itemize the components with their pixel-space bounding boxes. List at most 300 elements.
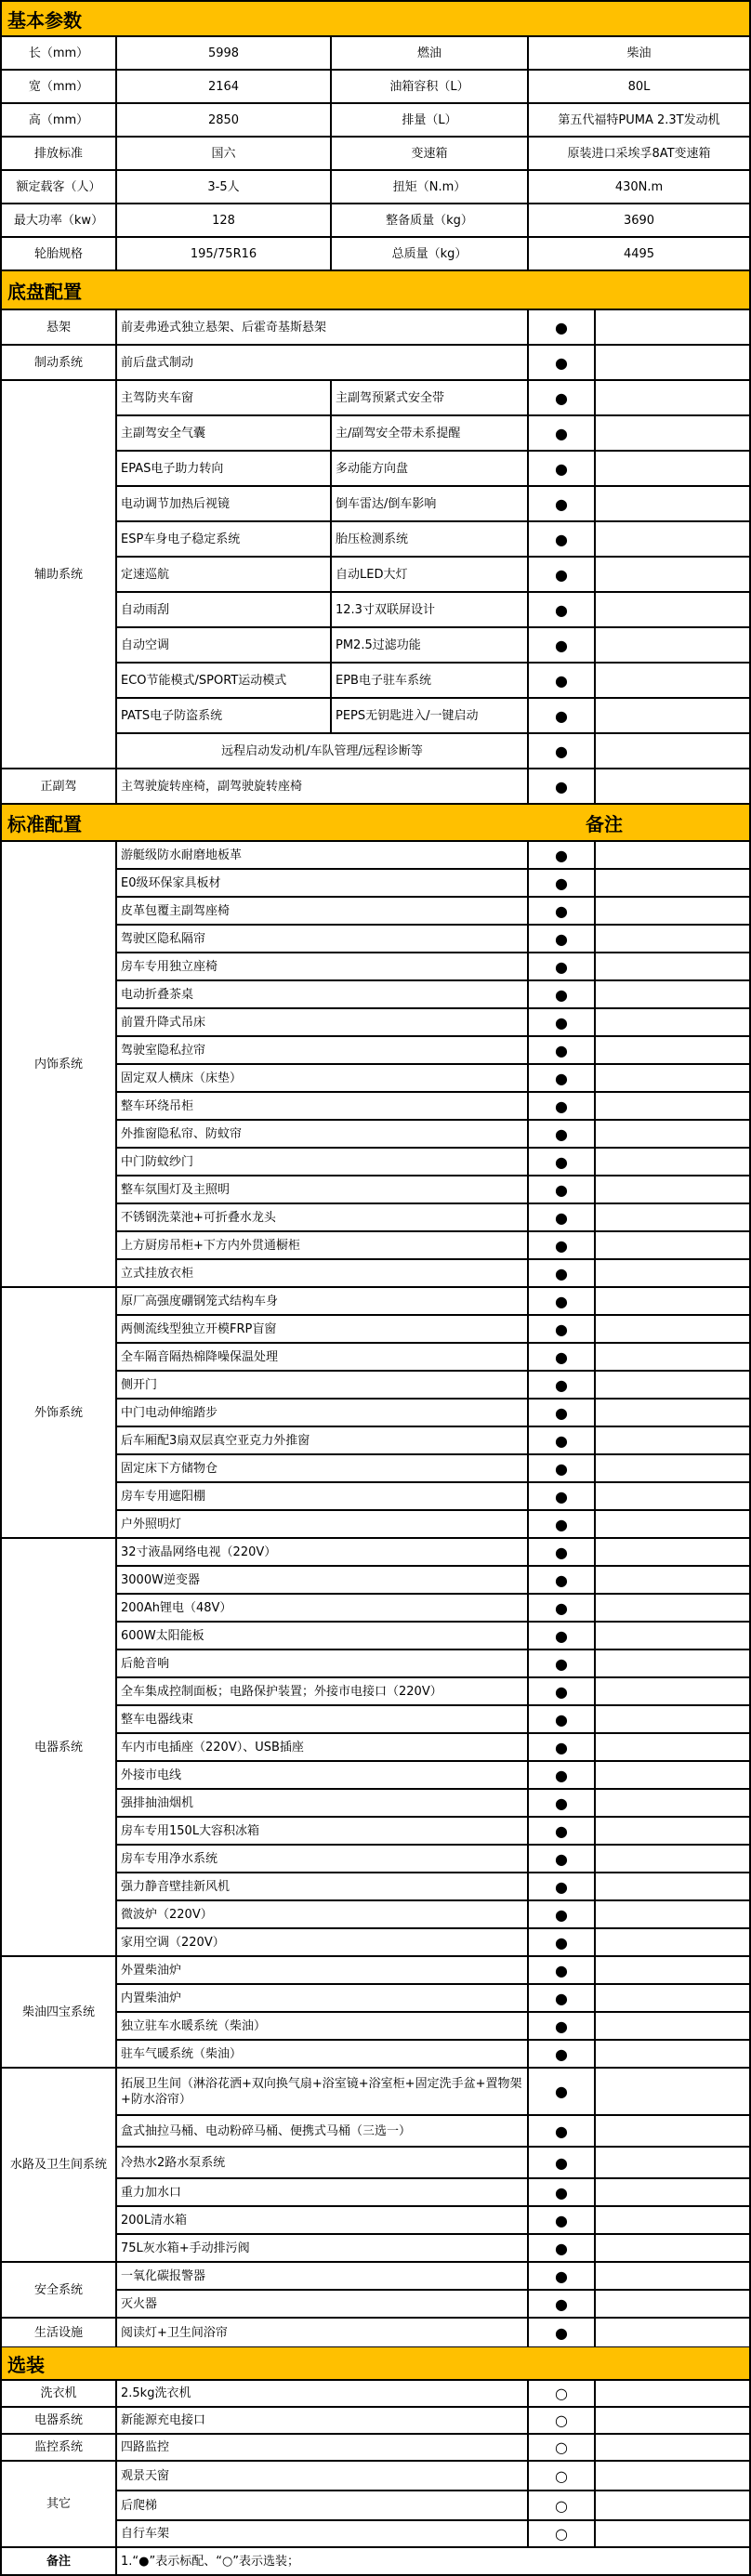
- standard-mark-text: ●: [555, 1013, 568, 1032]
- standard-mark-text: ●: [555, 671, 568, 690]
- standard-mark: [529, 898, 596, 926]
- feature-item-text: 整车环绕吊柜: [121, 1098, 194, 1113]
- feature-item-text: 灭火器: [121, 2296, 158, 2311]
- feature-item: [117, 1400, 529, 1427]
- standard-mark: [529, 1762, 596, 1790]
- feature-item-text: 自动LED大灯: [336, 567, 408, 582]
- standard-mark-text: ●: [555, 1654, 568, 1673]
- category-label-text: 电器系统: [33, 1740, 83, 1755]
- feature-item-text: 200Ah锂电（48V）: [121, 1600, 232, 1615]
- feature-item: [117, 2069, 529, 2116]
- feature-item-text: 四路监控: [121, 2440, 170, 2454]
- note-cell: [596, 769, 751, 805]
- param-label: [0, 204, 117, 238]
- optional-mark: [529, 2491, 596, 2521]
- feature-item-text: 原厂高强度硼钢笼式结构车身: [121, 1294, 279, 1308]
- category-label-text: 洗衣机: [40, 2386, 77, 2400]
- feature-item-text: 驾驶室隐私拉帘: [121, 1043, 206, 1058]
- feature-item-text: ESP车身电子稳定系统: [121, 532, 241, 546]
- standard-mark-text: ●: [555, 1069, 568, 1087]
- standard-mark: [529, 1818, 596, 1846]
- standard-mark-text: ●: [555, 2083, 568, 2100]
- feature-item-text: 外接市电线: [121, 1768, 182, 1782]
- standard-mark-text: ●: [555, 1320, 568, 1338]
- section-title: 选装: [7, 2353, 45, 2376]
- note-cell: [596, 1065, 751, 1093]
- standard-mark-text: ●: [555, 2211, 568, 2229]
- standard-mark-text: ●: [555, 1124, 568, 1143]
- feature-item: [332, 628, 529, 664]
- feature-item: [117, 522, 332, 558]
- feature-item-text: 倒车雷达/倒车影响: [336, 496, 437, 511]
- feature-item-text: 主副驾安全气囊: [121, 426, 206, 440]
- feature-item: [117, 1121, 529, 1149]
- standard-mark: [529, 1232, 596, 1260]
- note-cell: [596, 1901, 751, 1929]
- feature-item-text: 家用空调（220V）: [121, 1935, 225, 1950]
- note-cell: [596, 1427, 751, 1455]
- standard-mark-text: ●: [555, 2239, 568, 2257]
- note-cell: [596, 926, 751, 953]
- note-cell: [596, 522, 751, 558]
- standard-mark-text: ●: [555, 1571, 568, 1589]
- param-value: [117, 104, 332, 138]
- note-cell: [596, 1260, 751, 1288]
- category-label: [0, 2263, 117, 2319]
- feature-item: [332, 664, 529, 699]
- feature-item: [117, 2462, 529, 2491]
- feature-item: [332, 593, 529, 628]
- param-label-text: 轮胎规格: [33, 246, 83, 261]
- feature-item: [117, 1650, 529, 1678]
- note-cell: [596, 1957, 751, 1985]
- feature-item-text: 中门电动伸缩踏步: [121, 1405, 218, 1420]
- standard-mark: [529, 1427, 596, 1455]
- standard-mark-text: ●: [555, 1905, 568, 1924]
- feature-item-text: 定速巡航: [121, 567, 170, 582]
- feature-item: [117, 1511, 529, 1539]
- feature-item-text: EPB电子驻车系统: [336, 673, 431, 688]
- standard-mark-text: ●: [555, 1180, 568, 1199]
- feature-item: [117, 452, 332, 487]
- note-cell: [596, 1400, 751, 1427]
- note-cell: [596, 699, 751, 734]
- feature-item: [117, 487, 332, 522]
- feature-item: [117, 2381, 529, 2408]
- standard-mark: [529, 522, 596, 558]
- param-label-text: 高（mm）: [28, 112, 89, 127]
- feature-item: [117, 1901, 529, 1929]
- standard-mark-text: ●: [555, 459, 568, 478]
- standard-mark: [529, 1985, 596, 2013]
- standard-mark: [529, 1650, 596, 1678]
- note-cell: [596, 1232, 751, 1260]
- param-value: [117, 37, 332, 71]
- feature-item: [117, 381, 332, 416]
- note-cell: [596, 1149, 751, 1176]
- feature-item-text: 多动能方向盘: [336, 461, 409, 476]
- feature-item: [117, 593, 332, 628]
- category-label: [0, 346, 117, 381]
- standard-mark-text: ●: [555, 2153, 568, 2172]
- feature-item: [117, 2263, 529, 2291]
- standard-mark: [529, 1734, 596, 1762]
- standard-mark: [529, 452, 596, 487]
- feature-item-text: 电动折叠茶桌: [121, 987, 194, 1002]
- note-cell: [596, 1846, 751, 1873]
- standard-mark: [529, 628, 596, 664]
- optional-mark-text: ○: [555, 2466, 568, 2485]
- standard-mark-text: ●: [555, 388, 568, 407]
- standard-mark: [529, 1929, 596, 1957]
- feature-item: [117, 1232, 529, 1260]
- standard-mark: [529, 1344, 596, 1372]
- param-value-text: 柴油: [626, 46, 652, 60]
- note-cell: [596, 310, 751, 346]
- standard-mark-text: ●: [555, 777, 568, 795]
- param-value: [117, 204, 332, 238]
- feature-item-text: 皮革包覆主副驾座椅: [121, 903, 231, 918]
- standard-mark: [529, 2207, 596, 2235]
- optional-mark: [529, 2381, 596, 2408]
- feature-item-text: 自行车架: [121, 2527, 170, 2541]
- feature-item: [117, 2148, 529, 2179]
- category-label-text: 辅助系统: [33, 567, 83, 582]
- standard-mark-text: ●: [555, 1487, 568, 1505]
- standard-mark: [529, 487, 596, 522]
- standard-mark: [529, 1678, 596, 1706]
- param-value: [117, 138, 332, 171]
- feature-item: [117, 558, 332, 593]
- feature-item: [117, 870, 529, 898]
- standard-mark: [529, 926, 596, 953]
- standard-mark: [529, 2041, 596, 2069]
- note-cell: [596, 842, 751, 870]
- standard-mark-text: ●: [555, 1152, 568, 1171]
- feature-item: [117, 628, 332, 664]
- note-cell: [596, 2148, 751, 2179]
- standard-mark-text: ●: [555, 1041, 568, 1059]
- standard-mark-text: ●: [555, 2294, 568, 2313]
- standard-mark: [529, 381, 596, 416]
- optional-mark: [529, 2521, 596, 2548]
- feature-item-text: 固定双人横床（床垫）: [121, 1071, 243, 1085]
- feature-item: [117, 1065, 529, 1093]
- feature-item: [332, 699, 529, 734]
- feature-item-text: 前麦弗逊式独立悬架、后霍奇基斯悬架: [121, 320, 327, 335]
- feature-item-text: 全车集成控制面板；电路保护装置；外接市电接口（220V）: [121, 1684, 442, 1699]
- section-title: 底盘配置: [7, 280, 82, 303]
- standard-mark: [529, 1483, 596, 1511]
- note-cell: [596, 1929, 751, 1957]
- param-label: [332, 138, 529, 171]
- category-label: [0, 1957, 117, 2069]
- standard-mark: [529, 1121, 596, 1149]
- standard-mark: [529, 1595, 596, 1623]
- feature-item: [117, 1093, 529, 1121]
- category-label: [0, 2319, 117, 2348]
- feature-item-text: PM2.5过滤功能: [336, 637, 421, 652]
- feature-item-text: 重力加水口: [121, 2185, 182, 2200]
- feature-item-text: 盒式抽拉马桶、电动粉碎马桶、便携式马桶（三选一）: [121, 2123, 412, 2138]
- feature-item: [117, 1539, 529, 1567]
- standard-mark: [529, 1957, 596, 1985]
- standard-mark-text: ●: [555, 957, 568, 976]
- standard-mark: [529, 870, 596, 898]
- standard-mark: [529, 953, 596, 981]
- param-label-text: 宽（mm）: [28, 79, 89, 94]
- param-value: [529, 104, 751, 138]
- note-cell: [596, 1121, 751, 1149]
- standard-mark: [529, 2069, 596, 2116]
- standard-mark: [529, 593, 596, 628]
- feature-item: [332, 381, 529, 416]
- standard-mark-text: ●: [555, 1598, 568, 1617]
- param-label: [332, 204, 529, 238]
- param-label-text: 排量（L）: [402, 112, 457, 127]
- param-label-text: 整备质量（kg）: [386, 213, 473, 228]
- param-label: [0, 138, 117, 171]
- optional-mark-text: ○: [555, 2438, 568, 2456]
- feature-item: [117, 1344, 529, 1372]
- note-cell: [596, 1678, 751, 1706]
- note-cell: [596, 664, 751, 699]
- standard-mark-text: ●: [555, 1989, 568, 2007]
- category-label-text: 悬架: [46, 320, 71, 335]
- category-label: [0, 1288, 117, 1539]
- standard-mark-text: ●: [555, 1403, 568, 1422]
- feature-item: [117, 2291, 529, 2319]
- standard-mark: [529, 664, 596, 699]
- standard-mark-text: ●: [555, 1626, 568, 1645]
- note-column-header: 备注: [586, 812, 623, 835]
- param-label-text: 总质量（kg）: [391, 246, 468, 261]
- standard-mark: [529, 1539, 596, 1567]
- feature-item: [117, 1846, 529, 1873]
- standard-mark-text: ●: [555, 636, 568, 654]
- note-cell: [596, 2491, 751, 2521]
- standard-mark: [529, 1901, 596, 1929]
- category-label-text: 生活设施: [33, 2325, 83, 2340]
- note-cell: [596, 2381, 751, 2408]
- category-label: [0, 310, 117, 346]
- note-cell: [596, 1288, 751, 1316]
- feature-item-text: 房车专用独立座椅: [121, 959, 218, 974]
- note-cell: [596, 1595, 751, 1623]
- feature-item-text: 主/副驾安全带未系提醒: [336, 426, 461, 440]
- feature-item-text: 上方厨房吊柜+下方内外贯通橱柜: [121, 1238, 300, 1253]
- feature-item-text: 胎压检测系统: [336, 532, 409, 546]
- standard-mark-text: ●: [555, 318, 568, 336]
- feature-item-text: PEPS无钥匙进入/一键启动: [336, 708, 479, 723]
- standard-mark-text: ●: [555, 1794, 568, 1812]
- note-cell: [596, 2263, 751, 2291]
- feature-item-text: 后舱音响: [121, 1656, 170, 1671]
- standard-mark-text: ●: [555, 2267, 568, 2285]
- standard-mark-text: ●: [555, 2323, 568, 2342]
- param-label-text: 额定载客（人）: [16, 179, 101, 194]
- param-value: [529, 138, 751, 171]
- feature-item: [117, 2491, 529, 2521]
- standard-mark: [529, 734, 596, 769]
- standard-mark-text: ●: [555, 565, 568, 584]
- feature-item-text: 前置升降式吊床: [121, 1015, 206, 1030]
- feature-item: [117, 2116, 529, 2148]
- note-cell: [596, 2435, 751, 2462]
- feature-item-text: 驾驶区隐私隔帘: [121, 931, 206, 946]
- category-label-text: 正副驾: [40, 779, 77, 794]
- standard-mark: [529, 1037, 596, 1065]
- standard-mark: [529, 2235, 596, 2263]
- feature-item: [332, 487, 529, 522]
- standard-mark-text: ●: [555, 1515, 568, 1533]
- param-value-text: 2850: [207, 112, 240, 127]
- category-label: [0, 2381, 117, 2408]
- feature-item-text: 房车专用净水系统: [121, 1851, 218, 1866]
- param-label-text: 油箱容积（L）: [389, 79, 469, 94]
- section-header-basic: [0, 0, 751, 37]
- standard-mark-text: ●: [555, 1292, 568, 1310]
- param-value: [529, 37, 751, 71]
- standard-mark: [529, 1372, 596, 1400]
- standard-mark: [529, 1567, 596, 1595]
- optional-mark-text: ○: [555, 2496, 568, 2515]
- footer-label: [0, 2548, 117, 2576]
- standard-mark: [529, 1400, 596, 1427]
- note-cell: [596, 1818, 751, 1846]
- category-label-text: 外饰系统: [33, 1405, 83, 1420]
- note-cell: [596, 628, 751, 664]
- feature-item: [117, 1037, 529, 1065]
- standard-mark-text: ●: [555, 1877, 568, 1896]
- category-label-text: 监控系统: [33, 2440, 83, 2454]
- standard-mark-text: ●: [555, 2183, 568, 2201]
- note-cell: [596, 2179, 751, 2207]
- note-cell: [596, 381, 751, 416]
- footer-label-text: 备注: [46, 2554, 71, 2569]
- feature-item: [332, 558, 529, 593]
- feature-item-text: 冷热水2路水泵系统: [121, 2155, 226, 2170]
- note-cell: [596, 487, 751, 522]
- feature-item: [117, 1009, 529, 1037]
- standard-mark-text: ●: [555, 1431, 568, 1450]
- feature-item-text: 固定床下方储物仓: [121, 1461, 218, 1476]
- feature-item: [117, 1678, 529, 1706]
- feature-item: [117, 1762, 529, 1790]
- feature-item: [332, 522, 529, 558]
- feature-item-text: 200L清水箱: [121, 2213, 188, 2228]
- standard-mark-text: ●: [555, 742, 568, 760]
- category-label: [0, 2069, 117, 2263]
- note-cell: [596, 593, 751, 628]
- param-value: [529, 204, 751, 238]
- note-cell: [596, 346, 751, 381]
- category-label: [0, 2435, 117, 2462]
- feature-item-text: 3000W逆变器: [121, 1572, 200, 1587]
- param-label: [332, 71, 529, 104]
- feature-item-text: ECO节能模式/SPORT运动模式: [121, 673, 287, 688]
- standard-mark-text: ●: [555, 1543, 568, 1561]
- param-value-text: 3-5人: [207, 179, 240, 194]
- param-label: [0, 104, 117, 138]
- standard-mark-text: ●: [555, 1682, 568, 1701]
- feature-item: [117, 2041, 529, 2069]
- note-cell: [596, 416, 751, 452]
- standard-mark-text: ●: [555, 1933, 568, 1952]
- feature-item-text: 自动雨刮: [121, 602, 170, 617]
- feature-item-text: 强力静音壁挂新风机: [121, 1879, 231, 1894]
- feature-item-text: 阅读灯+卫生间浴帘: [121, 2325, 228, 2340]
- standard-mark: [529, 558, 596, 593]
- param-value: [529, 238, 751, 271]
- standard-mark: [529, 2319, 596, 2348]
- standard-mark: [529, 981, 596, 1009]
- feature-item-text: 户外照明灯: [121, 1517, 182, 1531]
- feature-item-text: 不锈钢洗菜池+可折叠水龙头: [121, 1210, 276, 1225]
- note-cell: [596, 1511, 751, 1539]
- feature-item: [117, 1929, 529, 1957]
- param-label: [332, 104, 529, 138]
- category-label: [0, 1539, 117, 1957]
- optional-mark-text: ○: [555, 2385, 568, 2402]
- feature-item: [117, 1567, 529, 1595]
- feature-item: [117, 1818, 529, 1846]
- feature-item-text: 整车电器线束: [121, 1712, 194, 1727]
- param-label: [0, 37, 117, 71]
- feature-item: [117, 842, 529, 870]
- standard-mark-text: ●: [555, 1849, 568, 1868]
- standard-mark: [529, 1260, 596, 1288]
- feature-item-text: 后车厢配3扇双层真空亚克力外推窗: [121, 1433, 310, 1448]
- standard-mark: [529, 416, 596, 452]
- feature-item: [117, 981, 529, 1009]
- feature-item: [332, 416, 529, 452]
- note-cell: [596, 953, 751, 981]
- note-cell: [596, 2207, 751, 2235]
- param-value-text: 80L: [627, 79, 651, 94]
- feature-item: [117, 1790, 529, 1818]
- note-cell: [596, 1706, 751, 1734]
- standard-mark: [529, 1176, 596, 1204]
- param-value: [529, 71, 751, 104]
- param-value-text: 3690: [623, 213, 655, 228]
- feature-item: [117, 310, 529, 346]
- category-label-text: 其它: [46, 2497, 71, 2511]
- note-cell: [596, 981, 751, 1009]
- note-cell: [596, 1790, 751, 1818]
- section-header-optional: [0, 2347, 751, 2381]
- standard-mark: [529, 2013, 596, 2041]
- category-label: [0, 2408, 117, 2435]
- standard-mark-text: ●: [555, 1738, 568, 1756]
- feature-item-text: 侧开门: [121, 1377, 158, 1392]
- note-cell: [596, 1623, 751, 1650]
- section-header-chassis: [0, 271, 751, 310]
- param-label-text: 变速箱: [411, 146, 448, 161]
- standard-mark-text: ●: [555, 2017, 568, 2035]
- feature-item-text: 主驾驶旋转座椅，副驾驶旋转座椅: [121, 779, 303, 794]
- optional-mark: [529, 2462, 596, 2491]
- note-cell: [596, 2235, 751, 2263]
- standard-mark-text: ●: [555, 1097, 568, 1115]
- category-label-text: 水路及卫生间系统: [9, 2158, 107, 2172]
- feature-item-text: 一氧化碳报警器: [121, 2268, 206, 2283]
- standard-mark: [529, 1065, 596, 1093]
- standard-mark-text: ●: [555, 1208, 568, 1227]
- feature-item: [117, 2319, 529, 2348]
- feature-item: [117, 953, 529, 981]
- feature-item-text: 内置柴油炉: [121, 1991, 182, 2005]
